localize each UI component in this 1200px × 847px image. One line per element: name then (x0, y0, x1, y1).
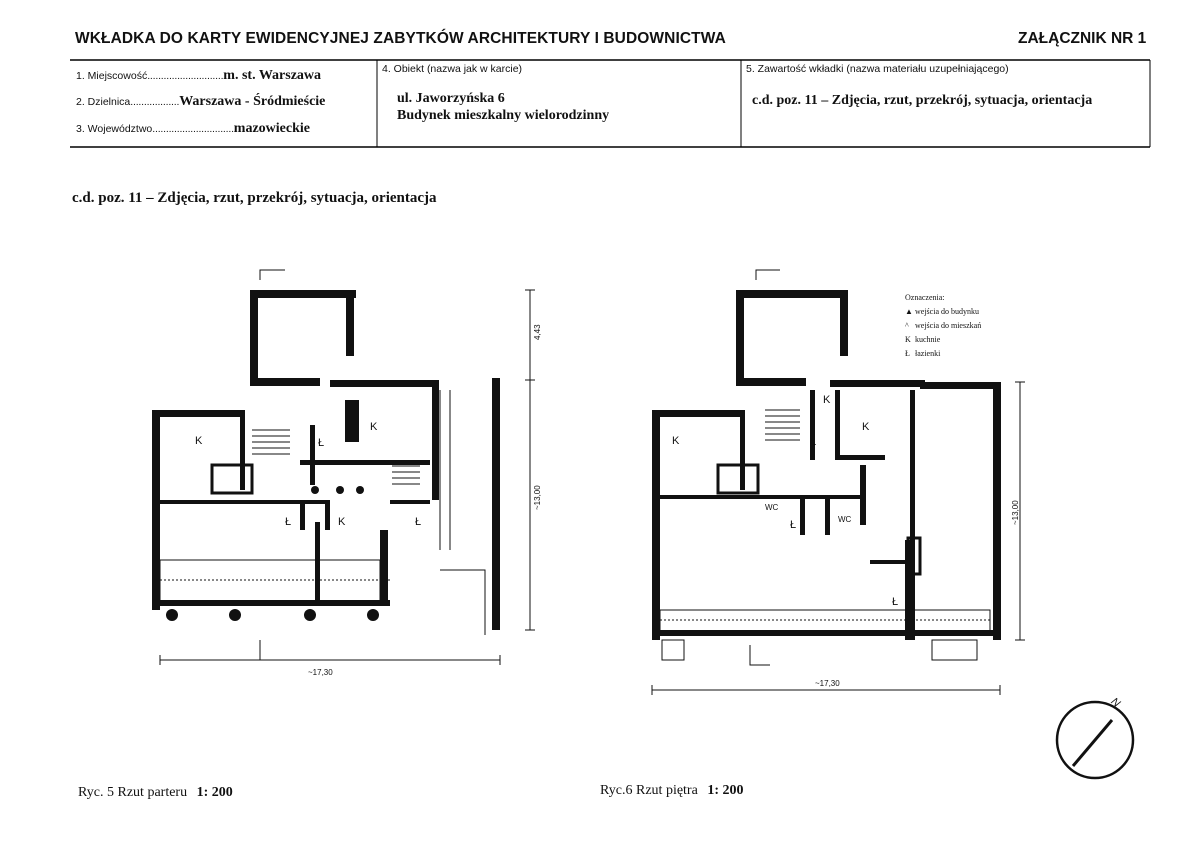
field-voivodeship-label: 3. Województwo (76, 123, 153, 135)
dim-top-ground: 4,43 (533, 324, 542, 340)
room-label-kitchen-3: K (338, 516, 346, 528)
room-label-bath-6: Ł (892, 596, 899, 608)
room-label-bath-4: Ł (810, 436, 817, 448)
legend (905, 291, 981, 361)
field-object-label: 4. Obiekt (nazwa jak w karcie) (382, 63, 523, 75)
room-label-kitchen-4: K (672, 435, 680, 447)
field-locality-label: 1. Miejscowość (76, 70, 148, 82)
legend-item-flat-entrance: ^ wejścia do mieszkań (905, 321, 982, 330)
field-object-line2: Budynek mieszkalny wielorodzinny (397, 108, 610, 123)
annex-label: ZAŁĄCZNIK NR 1 (1018, 30, 1147, 47)
field-district: 2. Dzielnica..................Warszawa - Śródmieście (76, 94, 326, 109)
field-content-value: c.d. poz. 11 – Zdjęcia, rzut, przekrój, sytuacja, orientacja (752, 93, 1093, 108)
caption-upper-floor: Ryc.6 Rzut piętra 1: 200 (600, 783, 744, 798)
document-title: WKŁADKA DO KARTY EWIDENCYJNEJ ZABYTKÓW ARCHITEKTURY I BUDOWNICTWA (75, 30, 726, 47)
floor-plan-ground (140, 260, 560, 700)
room-label-wc-1: WC (765, 503, 779, 512)
legend-item-bathrooms: Ł łazienki (905, 349, 941, 358)
field-locality: 1. Miejscowość............................m. st. Warszawa (76, 68, 322, 83)
field-district-value: Warszawa - Śródmieście (179, 94, 326, 109)
caption-ground-floor: Ryc. 5 Rzut parteru 1: 200 (78, 785, 233, 800)
room-label-kitchen-6: K (862, 421, 870, 433)
field-content-label: 5. Zawartość wkładki (nazwa materiału uzupełniającego) (746, 63, 1009, 75)
room-label-bath-2: Ł (285, 516, 292, 528)
room-label-bath-3: Ł (415, 516, 422, 528)
section-title: c.d. poz. 11 – Zdjęcia, rzut, przekrój, sytuacja, orientacja (72, 190, 437, 206)
compass-icon (1050, 690, 1145, 785)
field-voivodeship-value: mazowieckie (233, 121, 310, 136)
dim-width-ground: ~17,30 (308, 668, 333, 677)
dim-height-upper: ~13,00 (1011, 500, 1020, 525)
room-label-kitchen-2: K (370, 421, 378, 433)
field-district-label: 2. Dzielnica (76, 96, 131, 108)
field-object-line1: ul. Jaworzyńska 6 (397, 91, 505, 106)
room-label-wc-2: WC (838, 515, 852, 524)
legend-item-kitchens: K kuchnie (905, 335, 941, 344)
room-label-bath-1: Ł (318, 437, 325, 449)
field-locality-value: m. st. Warszawa (223, 68, 322, 83)
floor-plan-upper (640, 260, 1060, 700)
legend-item-building-entrance: ▲ wejścia do budynku (905, 307, 979, 316)
field-voivodeship: 3. Województwo..............................mazowieckie (76, 121, 310, 136)
legend-title: Oznaczenia: (905, 293, 945, 302)
room-label-kitchen-1: K (195, 435, 203, 447)
dim-width-upper: ~17,30 (815, 679, 840, 688)
dim-height-ground: ~13,00 (533, 485, 542, 510)
room-label-kitchen-5: K (823, 394, 831, 406)
compass-north-label: N (1108, 695, 1123, 710)
room-label-bath-5: Ł (790, 519, 797, 531)
